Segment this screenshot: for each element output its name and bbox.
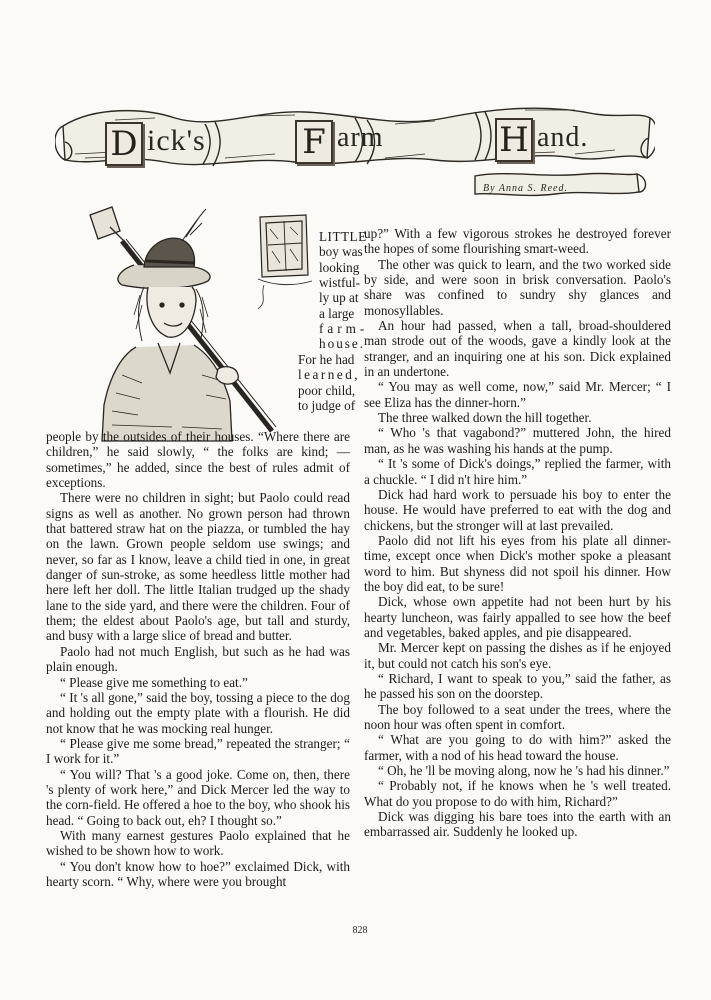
intro-line: boy was <box>319 244 363 260</box>
paragraph: Paolo had not much English, but such as he had was plain enough. <box>46 643 350 675</box>
paragraph: Mr. Mercer kept on passing the dishes as if he enjoyed it, but could not catch his son's eye. <box>364 640 671 671</box>
paragraph: The other was quick to learn, and the two worked side by side, and were soon in brisk conversation. Paolo's share was confined to sundry shy glances and monosyllables. <box>364 256 671 318</box>
paragraph: “ You may as well come, now,” said Mr. Mercer; “ I see Eliza has the dinner-horn.” <box>364 379 671 410</box>
intro-line: ly up at <box>319 290 359 306</box>
page-number: 828 <box>352 925 368 936</box>
paragraph: “ Please give me something to eat.” <box>60 674 248 690</box>
paragraph: The three walked down the hill together. <box>378 410 592 426</box>
title-initial-d: D <box>105 122 143 166</box>
paragraph: The boy followed to a seat under the trees, where the noon hour was often spent in comfort. <box>364 701 671 732</box>
byline: By Anna S. Reed. <box>483 183 568 194</box>
intro-line: looking <box>319 259 360 275</box>
paragraph: Dick, whose own appetite had not been hurt by his hearty luncheon, was fairly appalled to see how the beef and vegetables, baked apples, and pie disappeared. <box>364 594 671 640</box>
paragraph: “ Probably not, if he knows when he 's well treated. What do you propose to do with him, Richard?” <box>364 778 671 809</box>
paragraph: “ What are you going to do with him?” asked the farmer, with a nod of his head toward the house. <box>364 732 671 763</box>
paragraph: There were no children in sight; but Paolo could read signs as well as another. No grown person had thrown that battered straw hat on the piazza, or tumbled the hay on the lawn. Grown people seldom use swings; and never, so far as I know, leave a child tied in one, in great danger of sun-stroke, as some heedless little mother had here left her doll. The little Italian trudged up the shady lane to the side yard, and there were the children. Four of them; the eldest about Paolo's age, but tall and sturdy, and busy with a large slice of bread and butter. <box>46 490 350 644</box>
left-column <box>46 229 369 889</box>
paragraph: Dick was digging his bare toes into the earth with an embarrassed air. Suddenly he looked up. <box>364 809 671 840</box>
paragraph: “ Richard, I want to speak to you,” said the father, as he passed his son on the doorstep. <box>364 670 671 702</box>
paragraph: “ You will? That 's a good joke. Come on, then, there 's plenty of work here,” and Dick Mercer led the way to the corn-field. He offered a hoe to the boy, who shook his head. “ Going to back out, eh? I thought so.” <box>46 766 350 828</box>
paragraph: Dick had hard work to persuade his boy to enter the house. He would have preferred to eat with the dog and chickens, but the stronger will at last prevailed. <box>364 486 671 533</box>
intro-continuation: people by the outsides of their houses. “Where there are children,” he said slowly, “ the folks are kind; — sometimes,” he added, since the best of rules admit of exceptions. <box>46 429 350 491</box>
intro-line: wistful- <box>319 275 361 291</box>
paragraph: “ It 's all gone,” said the boy, tossing a piece to the dog and holding out the empty plate with a flourish. He did not know that he was mocking real hunger. <box>46 689 350 736</box>
intro-line: to judge of <box>298 398 356 414</box>
title-word-hand: and. <box>537 122 589 153</box>
intro-line: house. <box>319 336 366 352</box>
lead-wrap <box>46 229 369 429</box>
paragraph: An hour had passed, when a tall, broad-shouldered man strode out of the woods, gave a kindly look at the stranger, and an inquiring one at his son. Dick explained in an undertone. <box>364 318 671 380</box>
right-column <box>364 226 671 840</box>
title-word-farm: arm <box>337 122 384 153</box>
intro-wider-lines <box>298 352 374 413</box>
intro-line: LITTLE <box>319 229 367 244</box>
paragraph: “ You don't know how to hoe?” exclaimed Dick, with hearty scorn. “ Why, where were you brought <box>46 858 350 889</box>
intro-line: poor child, <box>298 382 356 398</box>
paragraph: “ Please give me some bread,” repeated the stranger; “ I work for it.” <box>46 735 350 767</box>
intro-line: a large <box>319 305 355 321</box>
intro-line: farm- <box>319 321 369 337</box>
paragraph: “ Who 's that vagabond?” muttered John, the hired man, as he was washing his hands at the pump. <box>364 425 671 456</box>
intro-line: learned, <box>298 367 361 383</box>
title-word-dicks: ick's <box>147 124 206 157</box>
title-initial-h: H <box>495 118 533 162</box>
paragraph: Paolo did not lift his eyes from his plate all dinner-time, except once when Dick's mother spoke a pleasant word to him. But shyness did not spoil his dinner. How the boy did eat, to be sure! <box>364 532 671 594</box>
paragraph: “ It 's some of Dick's doings,” replied the farmer, with a chuckle. “ I did n't hire him.” <box>364 456 671 487</box>
intro-line: For he had <box>298 352 355 367</box>
paragraph: With many earnest gestures Paolo explained that he wished to be shown how to work. <box>46 827 350 859</box>
title-initial-f: F <box>295 120 333 164</box>
paragraph: up?” With a few vigorous strokes he destroyed forever the hopes of some flourishing smart-weed. <box>364 226 671 257</box>
paragraph: “ Oh, he 'll be moving along, now he 's had his dinner.” <box>378 763 670 779</box>
